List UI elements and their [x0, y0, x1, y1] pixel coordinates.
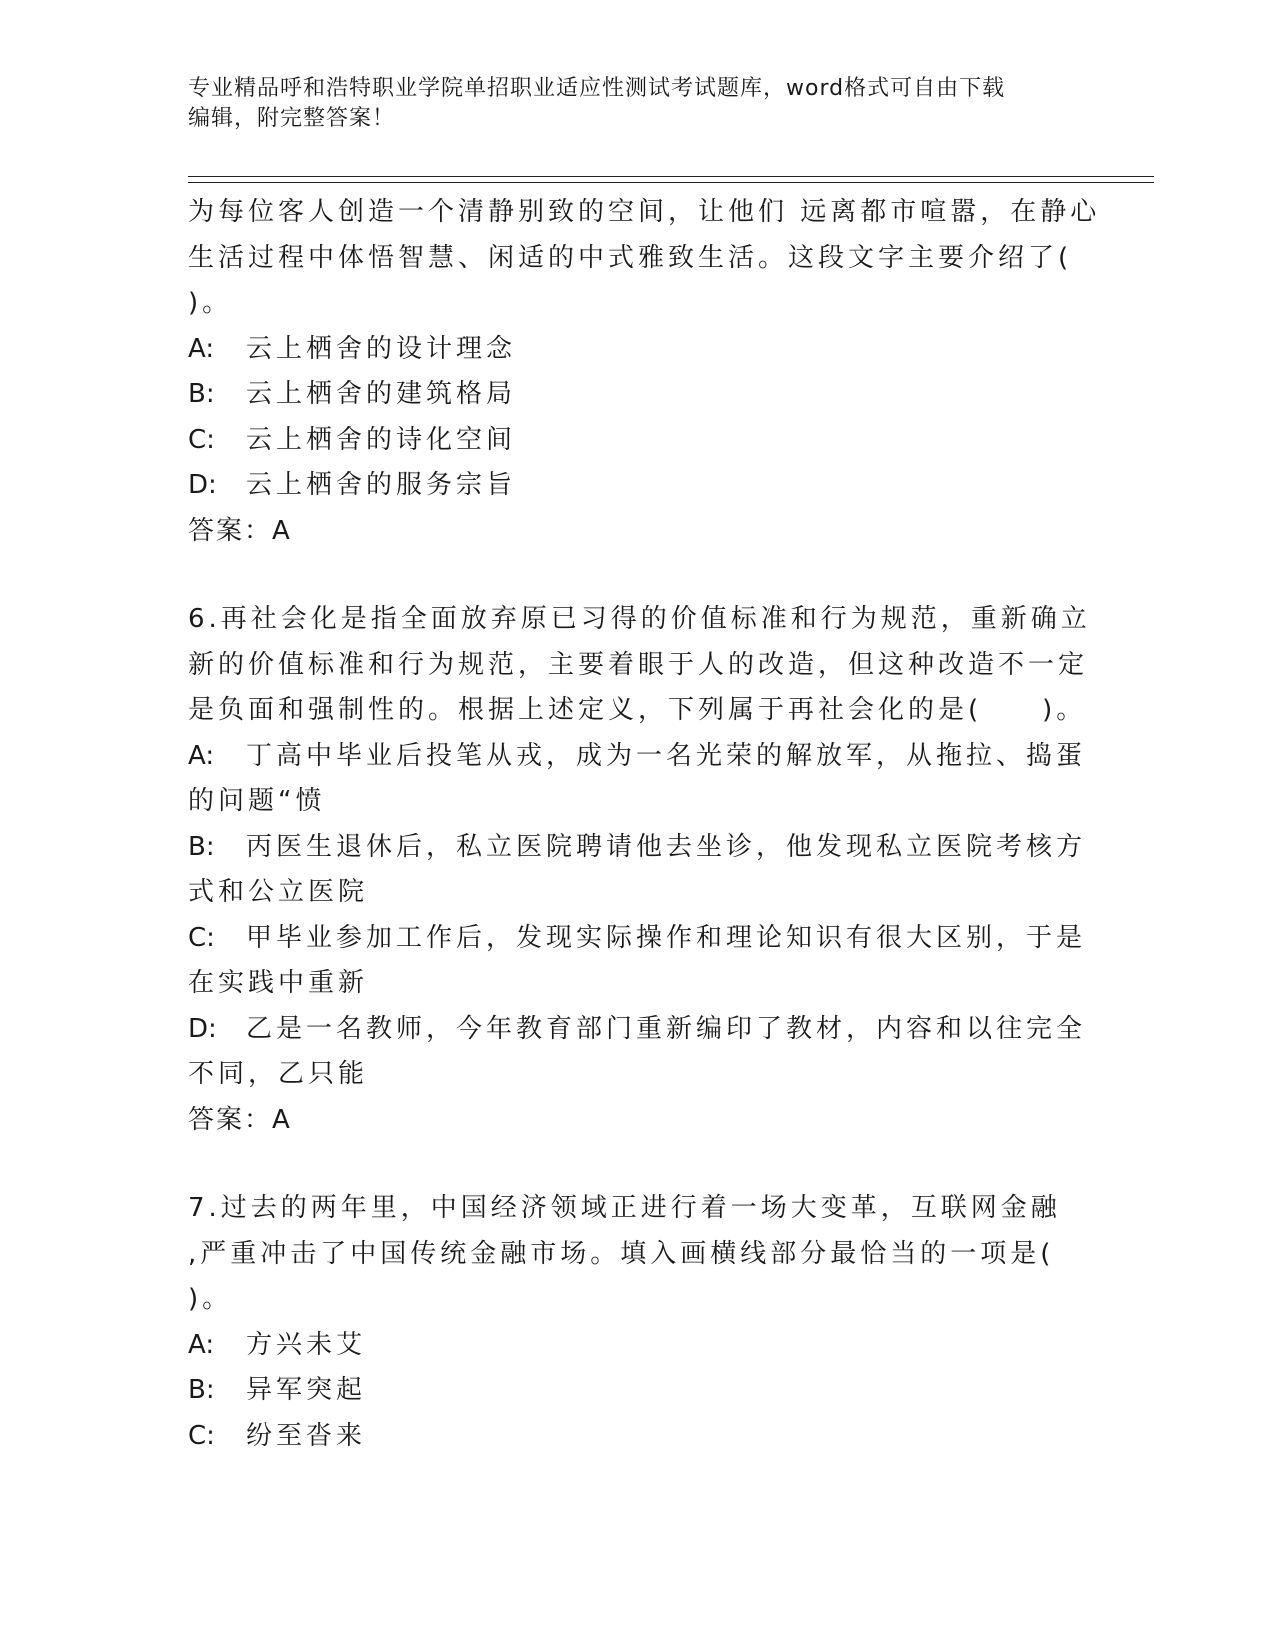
question-stem-line: 6.再社会化是指全面放弃原已习得的价值标准和行为规范，重新确立 — [188, 604, 1091, 634]
question-stem-line: )。 — [188, 1284, 233, 1314]
option-b — [188, 825, 1088, 871]
option-letter: C: — [188, 1420, 215, 1451]
option-text: 方兴未艾 — [246, 1329, 367, 1360]
answer-line: 答案：A — [188, 515, 292, 546]
option-c — [188, 1414, 1088, 1460]
header-line-1: 专业精品呼和浩特职业学院单招职业适应性测试考试题库，word格式可自由下载 — [188, 76, 1006, 101]
option-text-continued: 的问题“愤 — [188, 786, 326, 816]
option-letter: C: — [188, 922, 215, 953]
option-d — [188, 1007, 1088, 1053]
question-6 — [188, 597, 1091, 1143]
option-text: 丁高中毕业后投笔从戎，成为一名光荣的解放军，从拖拉、捣蛋 — [246, 740, 1087, 771]
header-rule-thin — [188, 182, 1154, 183]
option-letter: A: — [188, 333, 215, 364]
option-b — [188, 1368, 1088, 1414]
option-letter: D: — [188, 470, 217, 500]
option-text: 纷至沓来 — [246, 1420, 367, 1451]
question-stem-line: 新的价值标准和行为规范，主要着眼于人的改造，但这种改造不一定 — [188, 649, 1089, 680]
option-text-continued: 不同，乙只能 — [188, 1059, 369, 1089]
option-text: 云上栖舍的诗化空间 — [246, 424, 517, 455]
question-stem-line: 是负面和强制性的。根据上述定义，下列属于再社会化的是( )。 — [188, 695, 1087, 725]
option-text-continued: 在实践中重新 — [188, 968, 369, 998]
header-rule-thick — [188, 176, 1154, 177]
option-text: 异军突起 — [246, 1375, 367, 1405]
header-line-2: 编辑，附完整答案！ — [188, 106, 396, 131]
option-letter: B: — [188, 1375, 215, 1405]
question-7 — [188, 1186, 1088, 1459]
option-c — [188, 916, 1088, 962]
option-text: 甲毕业参加工作后，发现实际操作和理论知识有很大区别，于是 — [246, 922, 1087, 953]
question-stem-line: )。 — [188, 288, 233, 318]
page-header — [188, 74, 1068, 134]
option-letter: A: — [188, 1329, 215, 1360]
option-text: 丙医生退休后，私立医院聘请他去坐诊，他发现私立医院考核方 — [246, 831, 1087, 862]
option-text-continued: 式和公立医院 — [188, 877, 369, 907]
option-c — [188, 418, 1088, 464]
question-stem-line: 7.过去的两年里，中国经济领域正进行着一场大变革，互联网金融 — [188, 1193, 1061, 1223]
question-5 — [188, 190, 1101, 554]
document-body — [188, 190, 1101, 1459]
option-d — [188, 463, 1088, 509]
option-letter: D: — [188, 1013, 217, 1044]
question-stem-line: 生活过程中体悟智慧、闲适的中式雅致生活。这段文字主要介绍了( — [188, 242, 1073, 273]
question-stem-line: 为每位客人创造一个清静别致的空间，让他们 远离都市喧嚣，在静心 — [188, 197, 1101, 227]
option-letter: B: — [188, 379, 215, 409]
option-letter: C: — [188, 424, 215, 455]
option-b — [188, 372, 1088, 418]
option-a — [188, 734, 1088, 780]
option-text: 乙是一名教师，今年教育部门重新编印了教材，内容和以往完全 — [246, 1013, 1087, 1044]
option-a — [188, 1323, 1088, 1369]
option-text: 云上栖舍的建筑格局 — [246, 379, 517, 409]
option-text: 云上栖舍的设计理念 — [246, 333, 517, 364]
answer-line: 答案：A — [188, 1104, 292, 1135]
option-letter: B: — [188, 831, 215, 862]
question-stem-line: ,严重冲击了中国传统金融市场。填入画横线部分最恰当的一项是( — [188, 1238, 1055, 1269]
option-letter: A: — [188, 740, 215, 771]
option-a — [188, 327, 1088, 373]
option-text: 云上栖舍的服务宗旨 — [246, 470, 517, 500]
